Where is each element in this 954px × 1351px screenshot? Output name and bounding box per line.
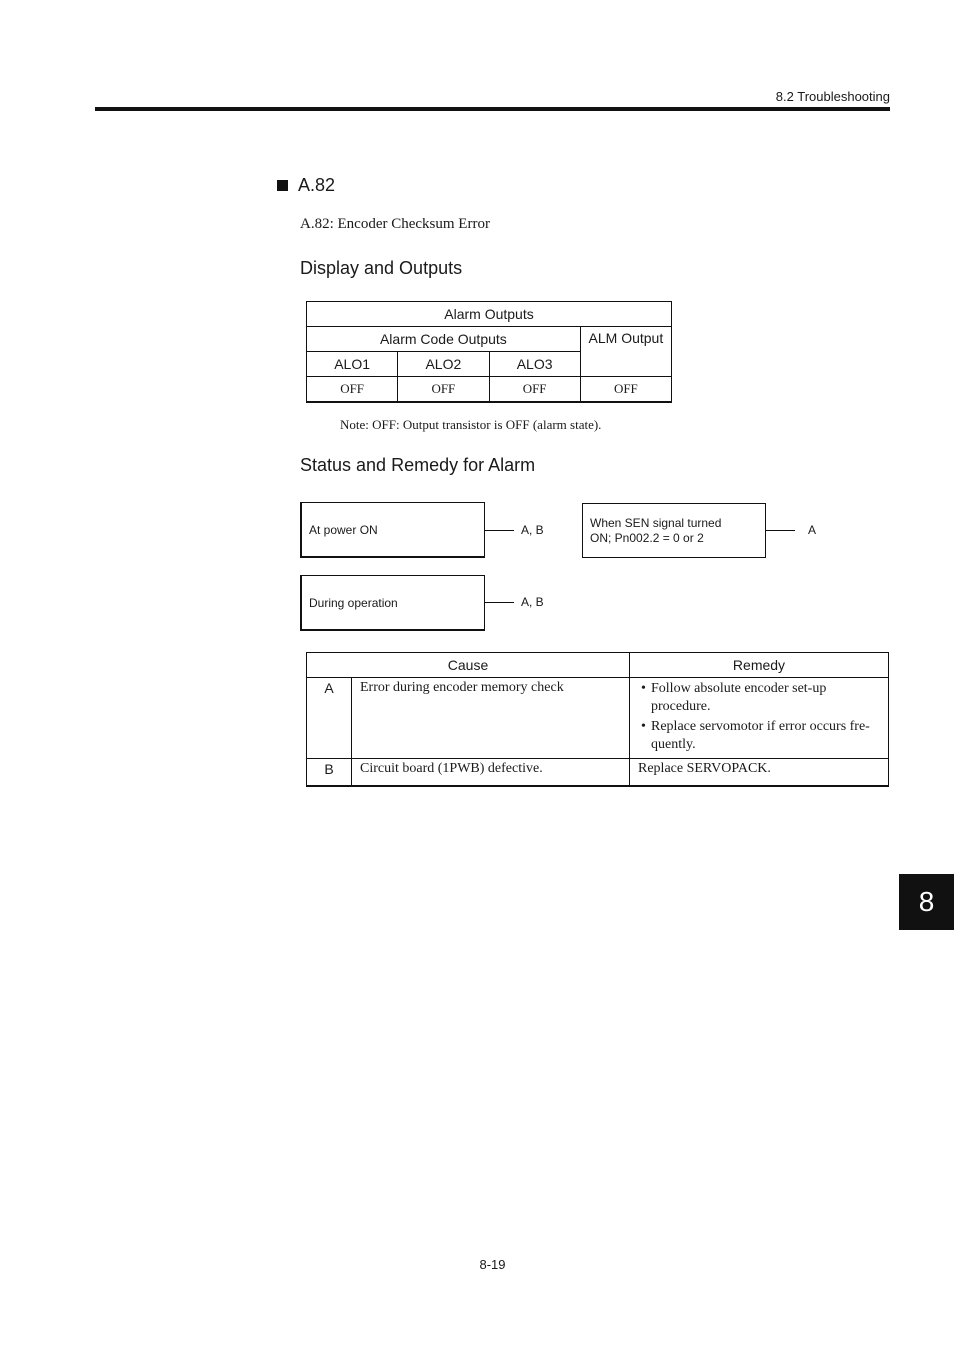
value-alm: OFF <box>580 377 671 403</box>
connector-line <box>485 602 514 603</box>
cause-letters: A <box>808 523 817 537</box>
display-outputs-heading: Display and Outputs <box>300 258 463 278</box>
header-rule <box>95 107 890 111</box>
alarm-outputs-table <box>306 301 672 403</box>
alarm-code-outputs-header: Alarm Code Outputs <box>307 327 581 352</box>
remedy-column-header: Remedy <box>630 653 889 678</box>
table-row <box>307 678 889 759</box>
alarm-description: A.82: Encoder Checksum Error <box>300 216 490 232</box>
status-label-line: ON; Pn002.2 = 0 or 2 <box>590 530 704 545</box>
column-header-alo1: ALO1 <box>307 352 398 377</box>
status-box-during-operation <box>300 575 485 631</box>
remedy-text: Replace SERVOPACK. <box>630 759 889 787</box>
cause-letters: A, B <box>521 595 544 609</box>
cause-column-header: Cause <box>307 653 630 678</box>
connector-line <box>485 530 514 531</box>
status-box-sen-signal <box>582 503 766 558</box>
alm-output-header: ALM Output <box>580 327 671 377</box>
cause-letter: A <box>307 678 352 759</box>
outputs-note: Note: OFF: Output transistor is OFF (alarm state). <box>340 417 602 432</box>
cause-letter: B <box>307 759 352 787</box>
cause-letters: A, B <box>521 523 544 537</box>
status-label-line: When SEN signal turned <box>590 515 722 530</box>
status-label: At power ON <box>309 522 378 537</box>
cause-text: Error during encoder memory check <box>352 678 630 759</box>
alarm-outputs-title: Alarm Outputs <box>307 302 672 327</box>
value-alo1: OFF <box>307 377 398 403</box>
connector-line <box>766 530 795 531</box>
alarm-heading <box>277 175 335 196</box>
running-header: 8.2 Troubleshooting <box>775 89 890 104</box>
remedy-item: • Follow absolute encoder set-up procedure. <box>638 680 880 716</box>
status-box-power-on <box>300 502 485 558</box>
table-row <box>307 759 889 787</box>
value-alo3: OFF <box>489 377 580 403</box>
alarm-code: A.82 <box>298 175 336 195</box>
cause-remedy-table <box>306 652 889 787</box>
status-remedy-heading: Status and Remedy for Alarm <box>300 455 536 475</box>
remedy-item: • Replace servomotor if error occurs fre- quently. <box>638 718 880 754</box>
square-bullet-icon <box>277 180 288 191</box>
status-label: During operation <box>309 595 398 610</box>
remedy-cell <box>630 678 889 759</box>
column-header-alo2: ALO2 <box>398 352 489 377</box>
cause-text: Circuit board (1PWB) defective. <box>352 759 630 787</box>
value-alo2: OFF <box>398 377 489 403</box>
column-header-alo3: ALO3 <box>489 352 580 377</box>
page-number: 8-19 <box>479 1257 506 1272</box>
chapter-tab: 8 <box>899 874 954 930</box>
